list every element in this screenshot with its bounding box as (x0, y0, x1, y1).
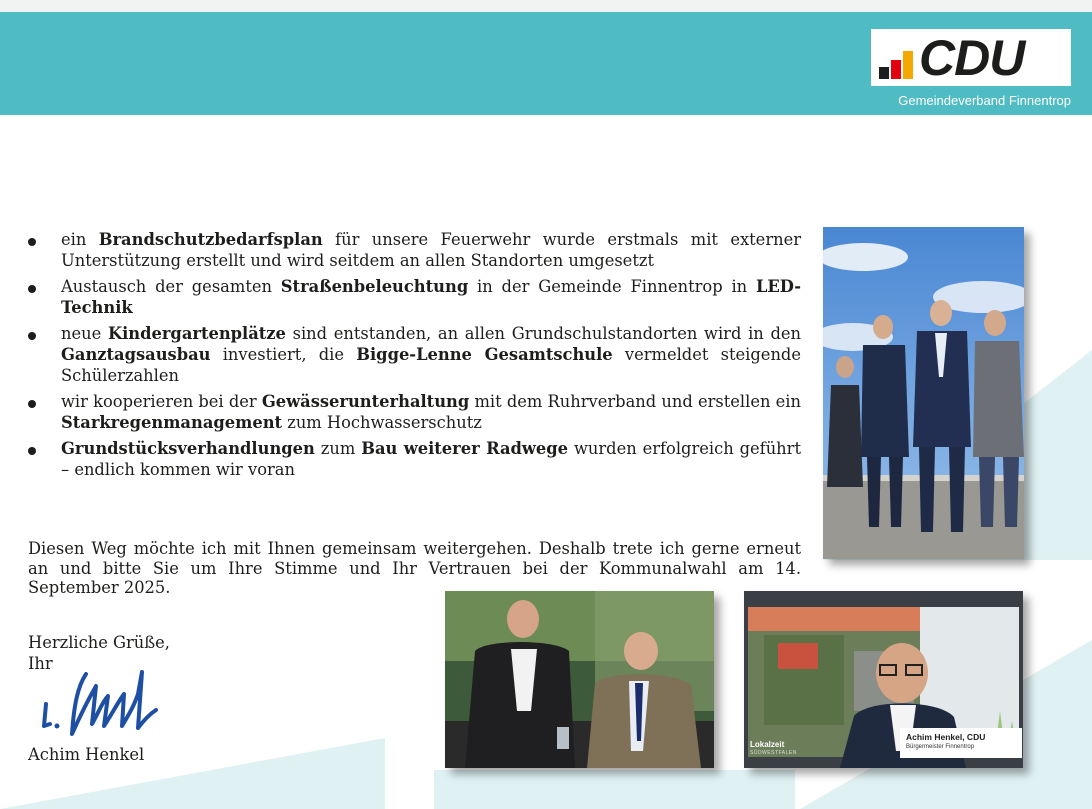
bullet-icon (28, 400, 36, 408)
logo-bars-icon (879, 51, 915, 79)
signer-name: Achim Henkel (28, 745, 145, 764)
list-item: Austausch der gesamten Straßenbeleuchtung in der Gemeinde Finnentrop in LED-Technik (28, 276, 801, 318)
tv-caption-name: Achim Henkel, CDU (906, 732, 986, 742)
group-photo (823, 227, 1024, 559)
tv-channel-sub: SÜDWESTFALEN (750, 750, 797, 756)
logo-text: CDU (919, 30, 1025, 86)
logo-subtitle: Gemeindeverband Finnentrop (898, 93, 1071, 108)
list-item: Grundstücksverhandlungen zum Bau weiterer Radwege wurden erfolgreich geführt – endlich kommen wir voran (28, 438, 801, 480)
bullet-icon (28, 332, 36, 340)
cdu-logo (871, 29, 1071, 86)
list-item: neue Kindergartenplätze sind entstanden, an allen Grundschulstandorten wird in den Ganztagsausbau investiert, die Bigge-Lenne Gesamtschule vermeldet steigende Schülerzahlen (28, 323, 801, 386)
list-item: ein Brandschutzbedarfsplan für unsere Feuerwehr wurde erstmals mit externer Unterstützung erstellt und wird seitdem an allen Standorten umgesetzt (28, 229, 801, 271)
signature-image (38, 664, 168, 744)
tv-caption (900, 728, 1022, 758)
greeting-salutation: Ihr (28, 654, 53, 673)
meeting-photo (445, 591, 714, 768)
closing-paragraph: Diesen Weg möchte ich mit Ihnen gemeinsam weitergehen. Deshalb trete ich gerne erneut an und bitte Sie um Ihre Stimme und Ihr Vertrauen bei der Kommunalwahl am 14. September 2025. (28, 539, 801, 597)
bullet-icon (28, 447, 36, 455)
tv-caption-role: Bürgermeister Finnentrop (906, 744, 975, 750)
bullet-icon (28, 285, 36, 293)
greeting-line: Herzliche Grüße, (28, 633, 170, 652)
tv-interview-photo (744, 591, 1023, 768)
bullet-icon (28, 238, 36, 246)
achievement-list (28, 229, 801, 485)
tv-channel-logo: Lokalzeit (750, 740, 785, 749)
list-item: wir kooperieren bei der Gewässerunterhaltung mit dem Ruhrverband und erstellen ein Starkregenmanagement zum Hochwasserschutz (28, 391, 801, 433)
